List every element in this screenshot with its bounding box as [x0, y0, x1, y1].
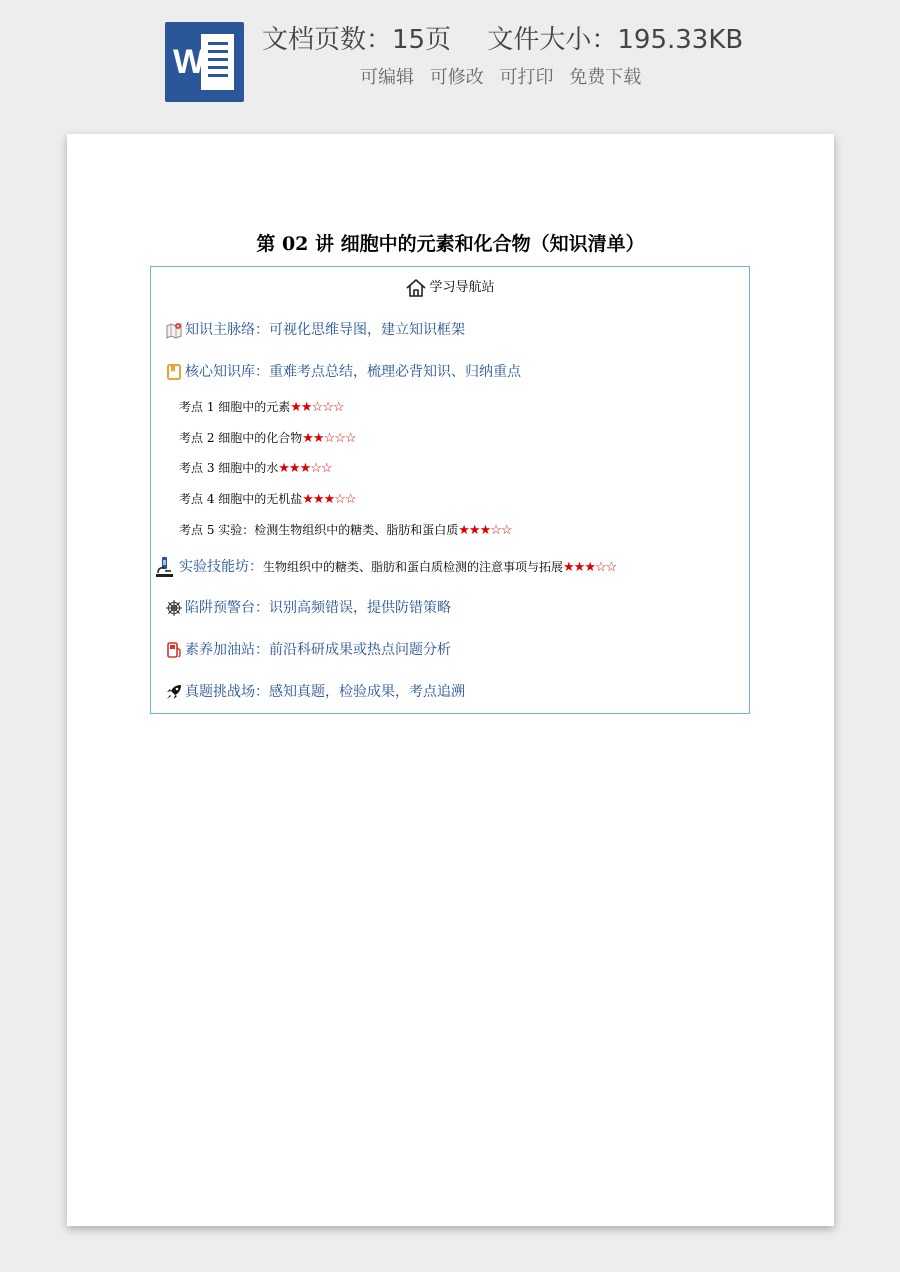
map-icon [165, 321, 183, 339]
word-icon [165, 22, 244, 102]
difficulty-stars: ★★☆☆☆ [302, 431, 356, 446]
section-desc: 前沿科研成果或热点问题分析 [269, 642, 451, 658]
topic-text: 考点 4 细胞中的无机盐 [179, 492, 303, 506]
document-page [67, 134, 834, 1226]
nav-section-literacy-boost[interactable] [165, 639, 451, 661]
word-icon-line [208, 42, 228, 45]
free-download-label[interactable]: 免费下载 [569, 67, 642, 88]
word-icon-letter: W [173, 43, 206, 81]
nav-heading-text: 学习导航站 [429, 280, 495, 295]
page-count: 文档页数：15页 [262, 25, 452, 55]
printable-label: 可打印 [499, 67, 554, 88]
nav-section-lab-skills[interactable] [153, 555, 616, 579]
section-label: 素养加油站： [185, 642, 269, 658]
section-desc: 可视化思维导图，建立知识框架 [269, 322, 465, 338]
difficulty-stars: ★★★☆☆ [563, 560, 617, 575]
section-label: 真题挑战场： [185, 684, 269, 700]
difficulty-stars: ★★★☆☆ [278, 461, 332, 476]
section-label: 核心知识库： [185, 364, 269, 380]
section-desc: 重难考点总结，梳理必背知识、归纳重点 [269, 364, 521, 380]
nav-heading [151, 275, 749, 301]
section-label: 陷阱预警台： [185, 600, 269, 616]
nav-section-core-knowledge[interactable] [165, 361, 521, 383]
book-icon [165, 363, 183, 381]
rocket-icon [165, 683, 183, 701]
difficulty-stars: ★★☆☆☆ [290, 400, 344, 415]
topic-item-2[interactable] [179, 428, 356, 449]
word-icon-line [208, 58, 228, 61]
topic-item-4[interactable] [179, 489, 356, 510]
section-desc: 感知真题，检验成果，考点追溯 [269, 684, 465, 700]
section-desc: 生物组织中的糖类、脂肪和蛋白质检测的注意事项与拓展 [263, 560, 564, 574]
topic-item-1[interactable] [179, 397, 344, 418]
topic-text: 考点 2 细胞中的化合物 [179, 431, 303, 445]
section-label: 知识主脉络： [185, 322, 269, 338]
word-icon-line [208, 66, 228, 69]
modifiable-label: 可修改 [429, 67, 484, 88]
word-icon-line [208, 74, 228, 77]
difficulty-stars: ★★★☆☆ [458, 523, 512, 538]
section-desc: 识别高频错误，提供防错策略 [269, 600, 451, 616]
nav-section-exam-challenge[interactable] [165, 681, 465, 703]
file-actions [360, 64, 651, 92]
file-info [262, 20, 743, 60]
topic-text: 考点 3 细胞中的水 [179, 461, 279, 475]
house-icon [405, 278, 427, 298]
editable-label: 可编辑 [360, 67, 414, 88]
topic-text: 考点 1 细胞中的元素 [179, 400, 291, 414]
navigation-box [150, 266, 750, 714]
topic-item-5[interactable] [179, 520, 512, 541]
topic-item-3[interactable] [179, 458, 332, 479]
nav-section-trap-warning[interactable] [165, 597, 451, 619]
nav-section-knowledge-map[interactable] [165, 319, 465, 341]
difficulty-stars: ★★★☆☆ [302, 492, 356, 507]
web-icon [165, 599, 183, 617]
microscope-icon [153, 555, 177, 579]
fuel-icon [165, 641, 183, 659]
file-size: 文件大小：195.33KB [487, 25, 744, 55]
document-title: 第 02 讲 细胞中的元素和化合物（知识清单） [256, 233, 645, 255]
section-label: 实验技能坊： [179, 559, 263, 575]
topic-text: 考点 5 实验：检测生物组织中的糖类、脂肪和蛋白质 [179, 523, 459, 537]
word-icon-line [208, 50, 228, 53]
